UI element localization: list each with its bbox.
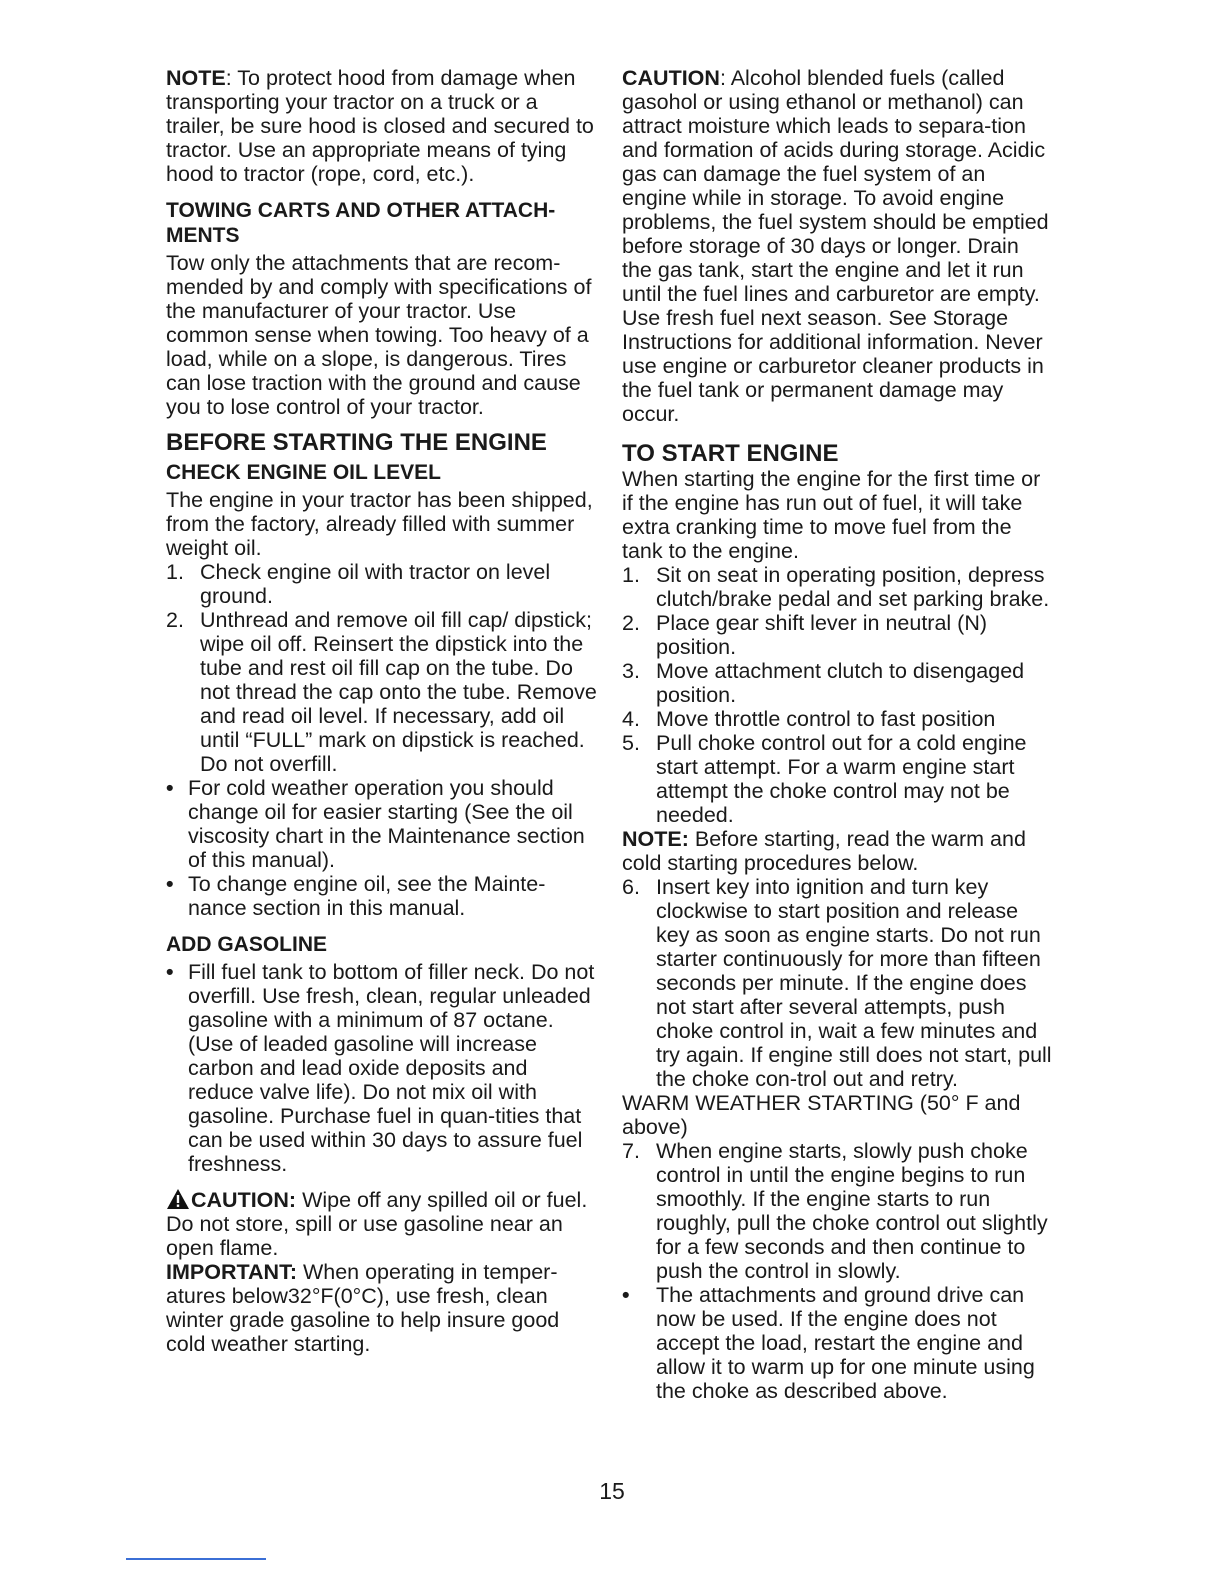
oil-bullet [166,872,598,920]
caution-label: CAUTION [622,66,720,90]
bullet-dot-icon: • [166,776,174,800]
step-number: 3. [622,659,640,683]
step-number: 1. [166,560,184,584]
step-number: 4. [622,707,640,731]
left-column [166,66,598,1356]
to-start-engine-heading: TO START ENGINE [622,440,839,467]
check-oil-heading: CHECK ENGINE OIL LEVEL [166,461,441,484]
step-text: Pull choke control out for a cold engine start attempt. For a warm engine start attempt the choke control may not be needed. [656,731,1027,827]
caution-text: : Alcohol blended fuels (called gasohol or using ethanol or methanol) can attract moisture which leads to separa-tion and formation of acids during storage. Acidic gas can damage the fuel system of an engine while in storage. To avoid engine problems, the fuel system should be emptied before storage of 30 days or longer. Drain the gas tank, start the engine and let it run until the fuel lines and carburetor are empty. Use fresh fuel next season. See Storage Instructions for additional information. Never use engine or carburetor cleaner products in the fuel tank or permanent damage may occur. [622,66,1049,426]
caution-spill [166,1188,598,1260]
step-number: 6. [622,875,640,899]
gasoline-bullet [166,960,598,1176]
note-label: NOTE [166,66,226,90]
bullet-dot-icon: • [166,872,174,896]
oil-step [166,608,598,776]
bullet-text: The attachments and ground drive can now be used. If the engine does not accept the load, restart the engine and allow it to warm up for one minute using the choke as described above. [656,1283,1035,1403]
oil-bullet [166,776,598,872]
final-bullet [622,1283,1054,1403]
right-column [622,66,1054,1403]
start-step [622,731,1054,827]
alcohol-caution [622,66,1054,426]
add-gasoline-heading: ADD GASOLINE [166,933,328,956]
step-text: When engine starts, slowly push choke control in until the engine begins to run smoothly. If the engine starts to run roughly, pull the choke control out slightly for a few seconds and then continue to push the control in slowly. [656,1139,1048,1283]
start-step [622,659,1054,707]
towing-heading: TOWING CARTS AND OTHER ATTACH-MENTS [166,199,556,247]
warm-weather-heading: WARM WEATHER STARTING (50° F and above) [622,1091,1021,1139]
important-note [166,1260,598,1356]
oil-step [166,560,598,608]
bullet-text: To change engine oil, see the Mainte-nance section in this manual. [188,872,546,920]
start-step [622,875,1054,1091]
step-text: Sit on seat in operating position, depress clutch/brake pedal and set parking brake. [656,563,1050,611]
step-text: Insert key into ignition and turn key clockwise to start position and release key as soon as engine starts. Do not run starter continuously for more than fifteen seconds per minute. If the engine does not start after several attempts, push choke control in, wait a few minutes and try again. If engine still does not start, pull the choke con-trol out and retry. [656,875,1052,1091]
starting-note [622,827,1054,875]
warning-triangle-icon [166,1188,190,1210]
step-number: 5. [622,731,640,755]
step-number: 7. [622,1139,640,1163]
decorative-underline [126,1558,266,1560]
important-text: When operating in temper-atures below32°F(0°C), use fresh, clean winter grade gasoline to help insure good cold weather starting. [166,1260,560,1356]
page-number: 15 [599,1478,625,1504]
caution-text: Wipe off any spilled oil or fuel. Do not store, spill or use gasoline near an open flame. [166,1188,588,1260]
step-text: Move attachment clutch to disengaged position. [656,659,1025,707]
important-label: IMPORTANT: [166,1260,297,1284]
step-number: 2. [166,608,184,632]
start-intro: When starting the engine for the first time or if the engine has run out of fuel, it will take extra cranking time to move fuel from the tank to the engine. [622,467,1041,563]
note-text: Before starting, read the warm and cold starting procedures below. [622,827,1026,875]
start-step [622,1139,1054,1283]
step-number: 1. [622,563,640,587]
start-step [622,611,1054,659]
caution-label: CAUTION: [191,1188,297,1212]
hood-note [166,66,598,186]
bullet-text: For cold weather operation you should change oil for easier starting (See the oil viscosity chart in the Maintenance section of this manual). [188,776,585,872]
step-number: 2. [622,611,640,635]
bullet-dot-icon: • [622,1283,630,1307]
oil-intro: The engine in your tractor has been shipped, from the factory, already filled with summer weight oil. [166,488,593,560]
step-text: Move throttle control to fast position [656,707,996,731]
bullet-dot-icon: • [166,960,174,984]
start-step [622,707,1054,731]
bullet-text: Fill fuel tank to bottom of filler neck. Do not overfill. Use fresh, clean, regular unleaded gasoline with a minimum of 87 octane. (Use of leaded gasoline will increase carbon and lead oxide deposits and reduce valve life). Do not mix oil with gasoline. Purchase fuel in quan-tities that can be used within 30 days to assure fuel freshness. [188,960,595,1176]
note-label: NOTE: [622,827,689,851]
before-starting-heading: BEFORE STARTING THE ENGINE [166,429,547,456]
note-text: : To protect hood from damage when transporting your tractor on a truck or a trailer, be sure hood is closed and secured to tractor. Use an appropriate means of tying hood to tractor (rope, cord, etc.). [166,66,594,186]
step-text: Unthread and remove oil fill cap/ dipstick; wipe oil off. Reinsert the dipstick into the tube and rest oil fill cap on the tube. Do not thread the cap onto the tube. Remove and read oil level. If necessary, add oil until “FULL” mark on dipstick is reached. Do not overfill. [200,608,597,776]
start-step [622,563,1054,611]
step-text: Place gear shift lever in neutral (N) position. [656,611,988,659]
towing-text: Tow only the attachments that are recom-mended by and comply with specifications of the manufacturer of your tractor. Use common sense when towing. Too heavy of a load, while on a slope, is dangerous. Tires can lose traction with the ground and cause you to lose control of your tractor. [166,251,592,419]
step-text: Check engine oil with tractor on level ground. [200,560,551,608]
